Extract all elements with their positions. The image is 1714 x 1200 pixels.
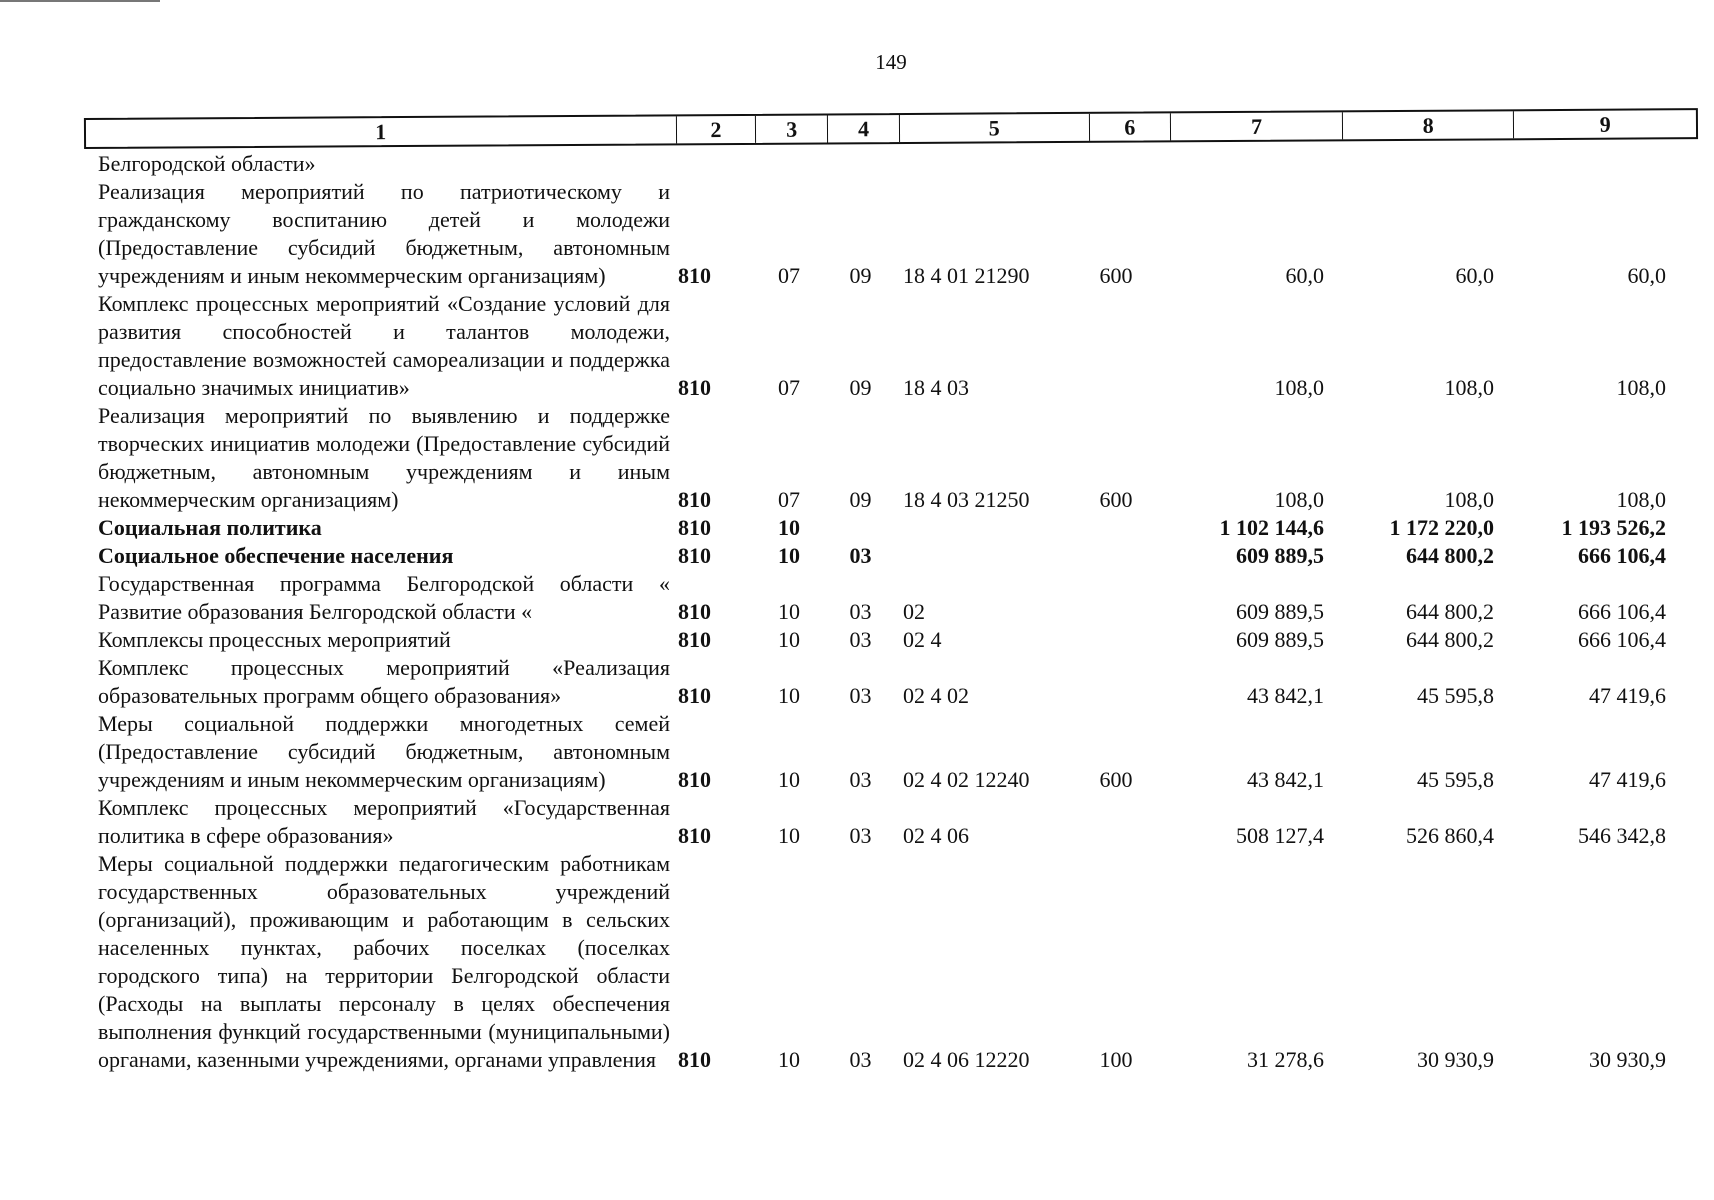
col-2-value: 810 bbox=[678, 543, 711, 568]
col-8-value: 1 172 220,0 bbox=[1389, 515, 1494, 540]
col-7-value: 609 889,5 bbox=[1236, 599, 1324, 624]
col-4-value: 03 bbox=[849, 627, 872, 652]
table-row bbox=[98, 794, 1698, 850]
col-5-value: 02 4 02 bbox=[903, 683, 969, 708]
col-3-value: 10 bbox=[778, 767, 800, 792]
col-7-value: 108,0 bbox=[1274, 375, 1324, 400]
header-cell-2: 2 bbox=[676, 116, 756, 143]
row-description: Комплексы процессных мероприятий bbox=[98, 627, 451, 652]
col-3-value: 10 bbox=[778, 1047, 800, 1072]
col-5-value: 18 4 03 21250 bbox=[903, 487, 1030, 512]
row-description: Меры социальной поддержки многодетных семей (Предоставление субсидий бюджетным, автономным учреждениям и иным некоммерческим организациям) bbox=[98, 711, 670, 792]
col-9-value: 47 419,6 bbox=[1589, 683, 1666, 708]
col-3-value: 10 bbox=[778, 515, 800, 540]
col-7-value: 508 127,4 bbox=[1236, 823, 1324, 848]
col-9-value: 108,0 bbox=[1616, 487, 1666, 512]
col-7-value: 609 889,5 bbox=[1236, 543, 1324, 568]
col-9-value: 1 193 526,2 bbox=[1561, 515, 1666, 540]
col-3-value: 07 bbox=[778, 487, 800, 512]
col-2-value: 810 bbox=[678, 263, 711, 288]
row-description: Реализация мероприятий по выявлению и поддержке творческих инициатив молодежи (Предоставление субсидий бюджетным, автономным учреждениям и иным некоммерческим организациям) bbox=[98, 403, 670, 512]
col-7-value: 43 842,1 bbox=[1247, 767, 1324, 792]
col-9-value: 666 106,4 bbox=[1578, 627, 1666, 652]
col-3-value: 10 bbox=[778, 599, 800, 624]
table-row bbox=[98, 710, 1698, 794]
col-6-value: 600 bbox=[1099, 487, 1133, 512]
col-2-value: 810 bbox=[678, 375, 711, 400]
col-5-value: 02 4 02 12240 bbox=[903, 767, 1030, 792]
col-7-value: 108,0 bbox=[1274, 487, 1324, 512]
col-5-value: 02 bbox=[903, 599, 925, 624]
col-4-value: 09 bbox=[849, 487, 872, 512]
col-4-value: 03 bbox=[849, 1047, 872, 1072]
col-4-value: 03 bbox=[849, 823, 872, 848]
row-description: Комплекс процессных мероприятий «Государственная политика в сфере образования» bbox=[98, 795, 670, 848]
row-description: Белгородской области» bbox=[98, 151, 316, 176]
scan-border-line bbox=[0, 0, 160, 2]
row-description: Государственная программа Белгородской области « Развитие образования Белгородской области « bbox=[98, 571, 670, 624]
col-5-value: 18 4 01 21290 bbox=[903, 263, 1030, 288]
col-3-value: 07 bbox=[778, 375, 800, 400]
col-5-value: 02 4 06 12220 bbox=[903, 1047, 1030, 1072]
col-6-value: 600 bbox=[1099, 263, 1133, 288]
col-3-value: 10 bbox=[778, 683, 800, 708]
col-4-value: 09 bbox=[849, 263, 872, 288]
header-cell-8: 8 bbox=[1343, 111, 1515, 139]
table-row bbox=[98, 402, 1698, 514]
col-8-value: 108,0 bbox=[1444, 487, 1494, 512]
col-7-value: 1 102 144,6 bbox=[1219, 515, 1324, 540]
col-2-value: 810 bbox=[678, 767, 711, 792]
col-3-value: 10 bbox=[778, 543, 800, 568]
header-cell-7: 7 bbox=[1171, 112, 1343, 140]
col-5-value: 18 4 03 bbox=[903, 375, 969, 400]
col-7-value: 43 842,1 bbox=[1247, 683, 1324, 708]
col-8-value: 60,0 bbox=[1455, 263, 1494, 288]
col-2-value: 810 bbox=[678, 515, 711, 540]
col-7-value: 609 889,5 bbox=[1236, 627, 1324, 652]
col-3-value: 07 bbox=[778, 263, 800, 288]
col-5-value: 02 4 bbox=[903, 627, 942, 652]
header-cell-5: 5 bbox=[900, 114, 1090, 142]
col-4-value: 03 bbox=[849, 767, 872, 792]
col-7-value: 31 278,6 bbox=[1247, 1047, 1324, 1072]
col-9-value: 108,0 bbox=[1616, 375, 1666, 400]
col-9-value: 47 419,6 bbox=[1589, 767, 1666, 792]
col-6-value: 600 bbox=[1099, 767, 1133, 792]
col-9-value: 666 106,4 bbox=[1578, 543, 1666, 568]
col-8-value: 30 930,9 bbox=[1417, 1047, 1494, 1072]
table-row bbox=[98, 626, 1698, 654]
row-description: Комплекс процессных мероприятий «Реализация образовательных программ общего образования» bbox=[98, 655, 670, 708]
col-8-value: 45 595,8 bbox=[1417, 683, 1494, 708]
header-cell-1: 1 bbox=[86, 116, 677, 147]
col-9-value: 666 106,4 bbox=[1578, 599, 1666, 624]
table-row bbox=[98, 542, 1698, 570]
col-6-value: 100 bbox=[1099, 1047, 1133, 1072]
col-8-value: 644 800,2 bbox=[1406, 627, 1494, 652]
header-cell-3: 3 bbox=[756, 115, 828, 142]
col-9-value: 60,0 bbox=[1627, 263, 1666, 288]
col-2-value: 810 bbox=[678, 599, 711, 624]
table-row bbox=[98, 654, 1698, 710]
col-4-value: 09 bbox=[849, 375, 872, 400]
table-row bbox=[98, 570, 1698, 626]
col-8-value: 526 860,4 bbox=[1406, 823, 1494, 848]
header-cell-6: 6 bbox=[1089, 113, 1171, 140]
table-body bbox=[98, 150, 1698, 1074]
table-row bbox=[98, 514, 1698, 542]
col-2-value: 810 bbox=[678, 823, 711, 848]
row-description: Социальное обеспечение населения bbox=[98, 543, 454, 568]
table-row bbox=[98, 850, 1698, 1074]
col-8-value: 644 800,2 bbox=[1406, 543, 1494, 568]
col-4-value: 03 bbox=[849, 543, 872, 568]
col-4-value: 03 bbox=[849, 599, 872, 624]
col-2-value: 810 bbox=[678, 627, 711, 652]
row-description: Комплекс процессных мероприятий «Создание условий для развития способностей и талантов молодежи, предоставление возможностей самореализации и поддержка социально значимых инициатив» bbox=[98, 291, 670, 400]
col-9-value: 30 930,9 bbox=[1589, 1047, 1666, 1072]
col-9-value: 546 342,8 bbox=[1578, 823, 1666, 848]
col-8-value: 644 800,2 bbox=[1406, 599, 1494, 624]
col-3-value: 10 bbox=[778, 823, 800, 848]
header-cell-4: 4 bbox=[828, 115, 900, 142]
row-description: Социальная политика bbox=[98, 515, 322, 540]
table-header-row bbox=[84, 108, 1698, 149]
col-3-value: 10 bbox=[778, 627, 800, 652]
col-2-value: 810 bbox=[678, 1047, 711, 1072]
page-number: 149 bbox=[875, 50, 907, 74]
row-description: Меры социальной поддержки педагогическим работникам государственных образовательных учреждений (организаций), проживающим и работающим в сельских населенных пунктах, рабочих поселках (поселках городского типа) на территории Белгородской области (Расходы на выплаты персоналу в целях обеспечения выполнения функций государственными (муниципальными) органами, казенными учреждениями, органами управления bbox=[98, 851, 670, 1072]
col-2-value: 810 bbox=[678, 487, 711, 512]
col-4-value: 03 bbox=[849, 683, 872, 708]
table-row bbox=[98, 178, 1698, 290]
col-7-value: 60,0 bbox=[1285, 263, 1324, 288]
col-5-value: 02 4 06 bbox=[903, 823, 969, 848]
header-cell-9: 9 bbox=[1599, 111, 1611, 137]
table-row bbox=[98, 150, 1698, 178]
col-8-value: 45 595,8 bbox=[1417, 767, 1494, 792]
col-2-value: 810 bbox=[678, 683, 711, 708]
table-row bbox=[98, 290, 1698, 402]
col-8-value: 108,0 bbox=[1444, 375, 1494, 400]
row-description: Реализация мероприятий по патриотическому и гражданскому воспитанию детей и молодежи (Предоставление субсидий бюджетным, автономным учреждениям и иным некоммерческим организациям) bbox=[98, 179, 670, 288]
